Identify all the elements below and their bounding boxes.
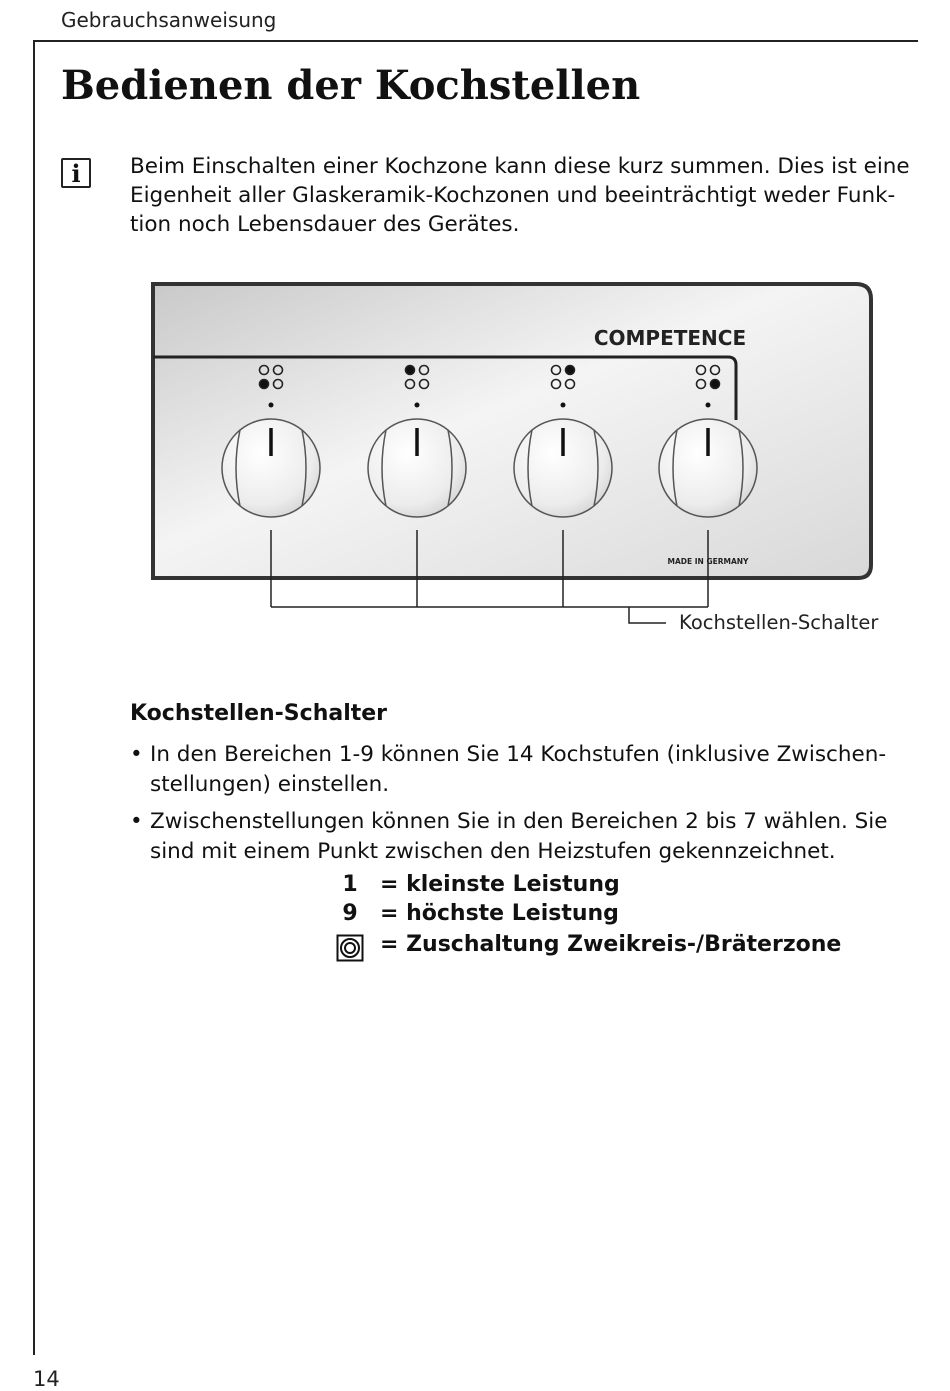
page-title: Bedienen der Kochstellen (61, 62, 641, 109)
bullet-dot: • (130, 809, 143, 834)
knob-3 (514, 419, 612, 517)
legend-key: 1 (342, 872, 358, 897)
position-dot (706, 403, 711, 408)
legend-value: = kleinste Leistung (380, 872, 620, 897)
legend-value: = höchste Leistung (380, 901, 619, 926)
bullet-line: Zwischenstellungen können Sie in den Bereichen 2 bis 7 wählen. Sie (150, 809, 888, 834)
section-heading: Kochstellen-Schalter (130, 701, 388, 726)
info-line: Eigenheit aller Glaskeramik-Kochzonen und beeinträchtigt weder Funk- (130, 183, 896, 208)
knob-4 (659, 419, 757, 517)
bullet-line: sind mit einem Punkt zwischen den Heizstufen gekennzeichnet. (150, 839, 836, 864)
position-dot (561, 403, 566, 408)
bullet-dot: • (130, 742, 143, 767)
brand-label: COMPETENCE (593, 326, 747, 350)
legend-value: = Zuschaltung Zweikreis-/Bräterzone (380, 932, 842, 957)
position-dot (415, 403, 420, 408)
legend-key: 9 (342, 901, 358, 926)
info-line: tion noch Lebensdauer des Gerätes. (130, 212, 520, 237)
dual-circuit-icon (336, 934, 364, 962)
running-header: Gebrauchsanweisung (61, 8, 277, 32)
position-dot (269, 403, 274, 408)
knob-2 (368, 419, 466, 517)
bullet-line: In den Bereichen 1-9 können Sie 14 Kochstufen (inklusive Zwischen- (150, 742, 887, 767)
bullet-line: stellungen) einstellen. (150, 772, 390, 797)
callout-label: Kochstellen-Schalter (679, 611, 879, 634)
made-in-label: MADE IN GERMANY (667, 557, 749, 566)
knob-1 (222, 419, 320, 517)
page-number: 14 (33, 1367, 60, 1391)
info-line: Beim Einschalten einer Kochzone kann diese kurz summen. Dies ist eine (130, 154, 910, 179)
info-icon: i (61, 158, 91, 188)
